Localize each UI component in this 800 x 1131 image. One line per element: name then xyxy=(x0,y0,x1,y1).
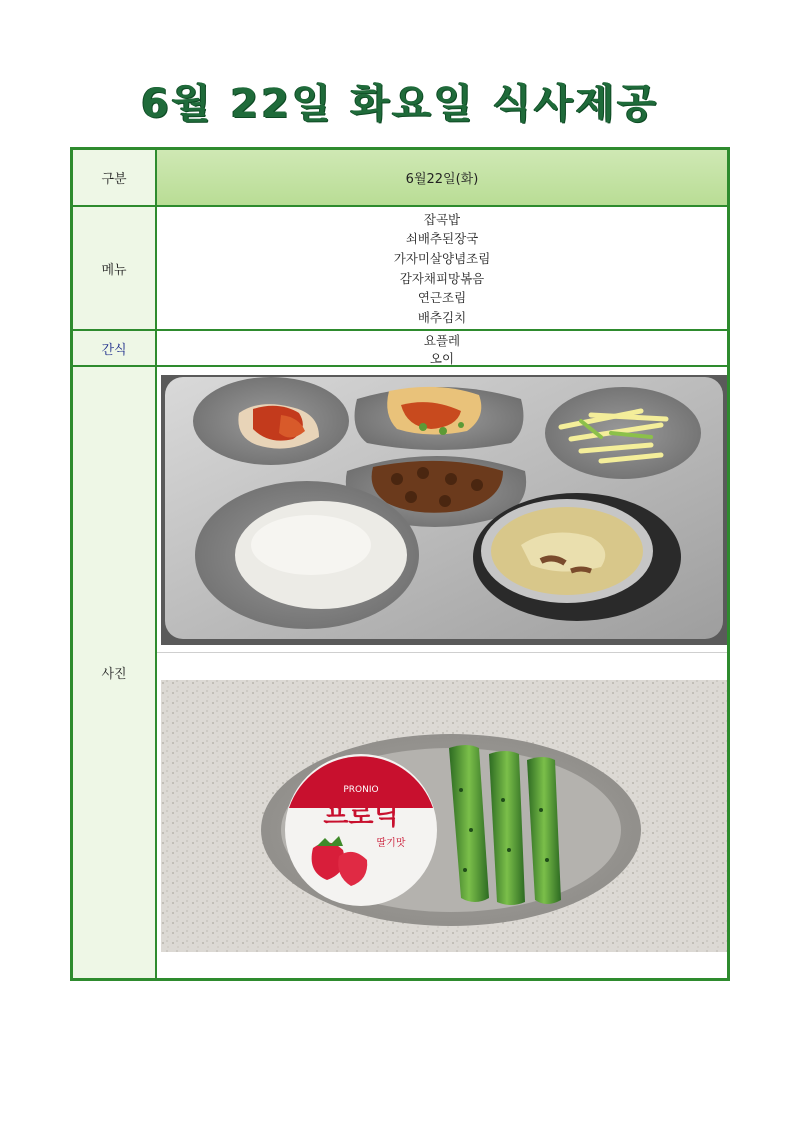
row-divider xyxy=(73,365,727,367)
photo-divider xyxy=(157,652,727,653)
menu-item: 잡곡밥 xyxy=(423,211,461,227)
tray-photo-image xyxy=(161,375,727,645)
snack-item: 요플레 xyxy=(423,333,461,348)
menu-item: 연근조림 xyxy=(417,290,467,306)
header-label: 구분 xyxy=(73,150,155,205)
menu-list xyxy=(157,207,727,329)
menu-label: 메뉴 xyxy=(73,207,155,329)
page-title: 6월 22일 화요일 식사제공 xyxy=(140,81,660,127)
yogurt-brand: PRONIO xyxy=(343,785,379,795)
snack-photo xyxy=(161,680,727,952)
photo-label: 사진 xyxy=(73,367,155,978)
yogurt-flavor: 딸기맛 xyxy=(376,838,406,849)
meal-table xyxy=(70,147,730,981)
snack-list xyxy=(157,331,727,365)
snack-item: 오이 xyxy=(429,351,455,366)
menu-item: 감자채피망볶음 xyxy=(399,270,485,286)
yogurt-product: 프로닉 xyxy=(323,801,399,831)
snack-label: 간식 xyxy=(73,331,155,365)
snack-photo-image xyxy=(161,680,727,952)
menu-item: 배추김치 xyxy=(417,310,467,326)
menu-item: 쇠배추된장국 xyxy=(405,231,479,247)
date-cell: 6월22일(화) xyxy=(157,150,727,205)
tray-photo xyxy=(161,375,727,645)
menu-item: 가자미살양념조림 xyxy=(393,251,491,267)
